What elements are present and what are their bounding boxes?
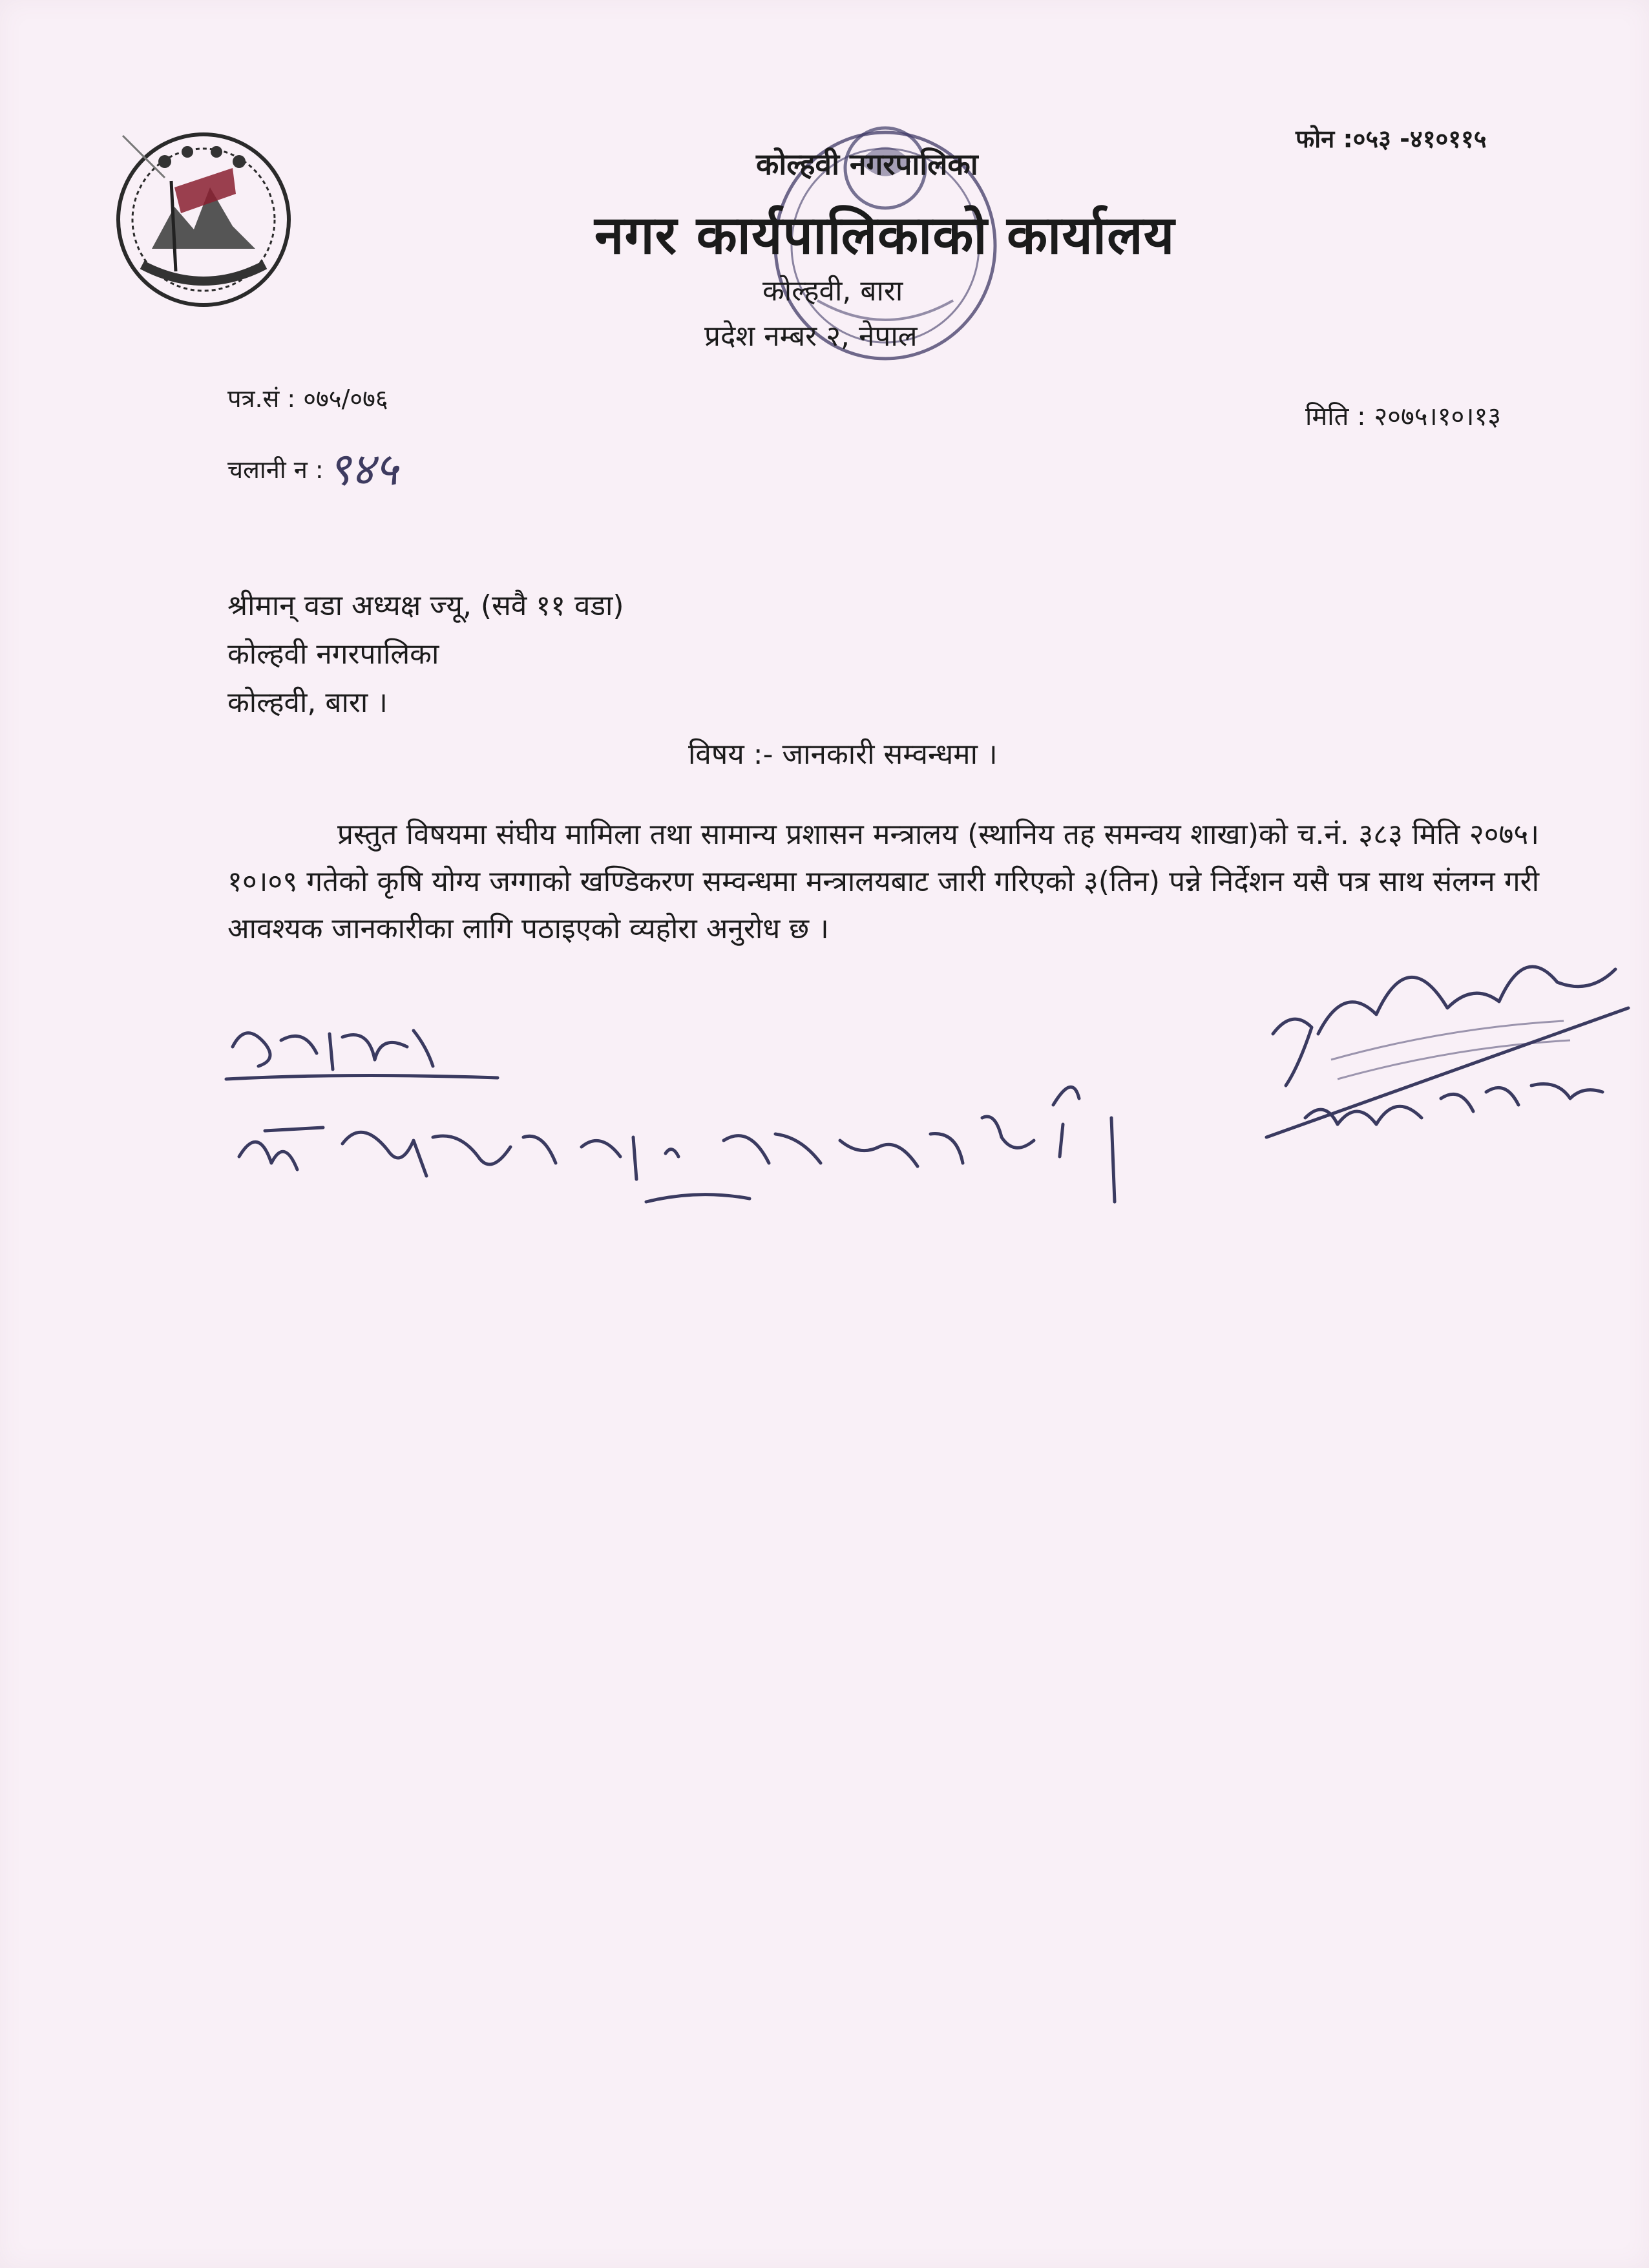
recipient-line-1: श्रीमान् वडा अध्यक्ष ज्यू, (सवै ११ वडा) (227, 589, 624, 622)
dispatch-value: ९४५ (327, 443, 398, 496)
recipient-line-3: कोल्हवी, बारा । (227, 686, 388, 719)
phone-number: फोन :०५३ -४१०११५ (1296, 125, 1487, 153)
government-emblem-icon (103, 116, 304, 317)
office-title: नगर कार्यपालिकाको कार्यालय (594, 205, 1175, 266)
municipality-name: कोल्हवी नगरपालिका (756, 147, 978, 182)
office-location: कोल्हवी, बारा (762, 275, 903, 308)
office-province: प्रदेश नम्बर २, नेपाल (704, 320, 918, 353)
subject-line: विषय :- जानकारी सम्वन्धमा । (688, 738, 998, 771)
reference-number: पत्र.सं : ०७५/०७६ (227, 384, 388, 413)
dispatch-number (227, 430, 398, 496)
letter-date: मिति : २०७५।१०।१३ (1305, 402, 1502, 432)
dispatch-label: चलानी न : (227, 456, 324, 484)
letter-body: प्रस्तुत विषयमा संघीय मामिला तथा सामान्य प्रशासन मन्त्रालय (स्थानिय तह समन्वय शाखा)को च.नं. ३८३ मिति २०७५।१०।०९ गतेको कृषि योग्य जग्गाको खण्डिकरण सम्वन्धमा मन्त्रालयबाट जारी गरिएको ३(तिन) पन्ने निर्देशन यसै पत्र साथ संलग्न गरी आवश्यक जानकारीका लागि पठाइएको व्यहोरा अनुरोध छ । (227, 818, 1539, 945)
recipient-line-2: कोल्हवी नगरपालिका (227, 638, 439, 671)
signature-icon (1254, 905, 1641, 1176)
handwritten-note-icon (220, 1008, 1266, 1254)
